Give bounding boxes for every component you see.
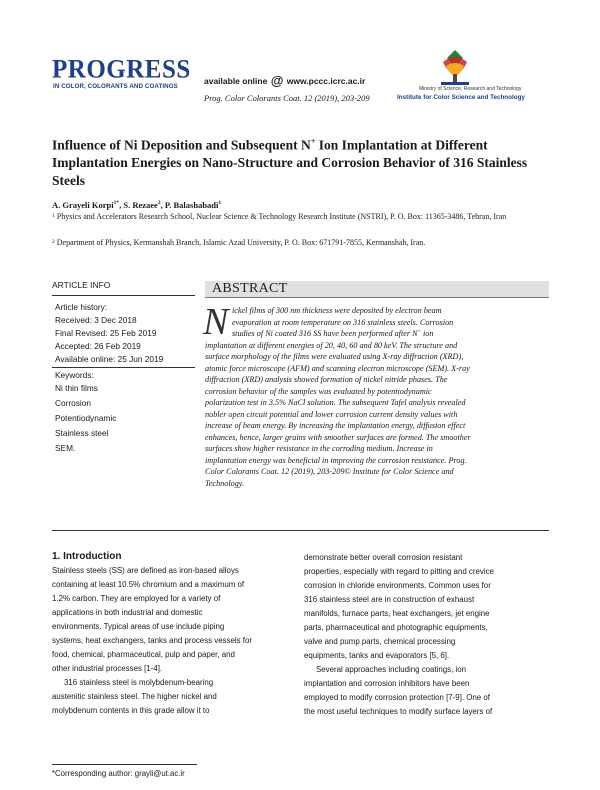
abstract-heading-bar <box>205 281 549 298</box>
affiliation-2 <box>52 237 552 250</box>
accepted-date: Accepted: 26 Feb 2019 <box>55 341 141 351</box>
title-superscript: + <box>310 137 316 146</box>
abstract-line: surface morphology of the films were evaluated using X-ray diffraction (XRD), <box>205 352 464 361</box>
article-info-heading: ARTICLE INFO <box>52 280 111 290</box>
received-date: Received: 3 Dec 2018 <box>55 315 137 325</box>
abstract-line: atomic force microscope (AFM) and scanning electron microscope (SEM). X-ray <box>205 363 470 373</box>
keywords-rule <box>52 367 195 368</box>
abstract-line: diffraction (XRD) analysis showed formation of nickel nitride phases. The <box>205 375 448 384</box>
body-line: manifolds, furnace parts, heat exchangers, jet engine <box>304 609 490 618</box>
abstract-line-3-sup: + <box>417 329 421 335</box>
introduction-heading: 1. Introduction <box>52 551 122 562</box>
journal-logo-wordmark: PROGRESS <box>52 55 191 84</box>
abstract-line-3-text: studies of Ni coated 316 SS have been performed after N <box>232 329 418 338</box>
institute-name: Institute for Color Science and Technology <box>397 94 525 101</box>
abstract-line: enhances, hence, larger grains with smoother surfaces are formed. The smoother <box>205 432 471 442</box>
abstract-line: implantation at different energies of 20, 40, 60 and 80 keV. The structure and <box>205 340 458 350</box>
author-1: A. Grayeli Korpi <box>52 200 114 210</box>
body-line: other industrial processes [1-4]. <box>52 664 163 673</box>
abstract-line <box>232 329 433 338</box>
body-line: parts, pharmaceutical and photographic equipments, <box>304 623 488 632</box>
body-line: valve and pump parts, chemical processing <box>304 637 456 646</box>
body-line: applications in both industrial and domestic <box>52 608 203 617</box>
abstract-line: evaporation at room temperature on 316 stainless steels. Corrosion <box>232 317 454 327</box>
body-line: austenitic stainless steel. The higher nickel and <box>52 692 217 701</box>
body-line: 1.2% carbon. They are employed for a variety of <box>52 594 221 603</box>
body-line: containing at least 10.5% chromium and a maximum of <box>52 580 245 589</box>
footnote-rule <box>52 764 197 765</box>
author-list: A. Grayeli Korpi$^{1*}$, S. Rezaee$^2$, P. Balashabadi$^1$ <box>52 200 222 210</box>
keyword-item: Corrosion <box>55 398 91 408</box>
revised-date: Final Revised: 25 Feb 2019 <box>55 328 157 338</box>
history-label: Article history: <box>55 302 108 312</box>
body-line: properties, especially with regard to pitting and crevice <box>304 567 494 576</box>
at-icon: @ <box>270 73 284 88</box>
author-2-sup: 2 <box>157 200 161 207</box>
available-online-label: available online <box>204 76 268 86</box>
body-line: Several approaches including coatings, ion <box>316 665 467 674</box>
abstract-line: surfaces show higher resistance in the corroding medium. Increase in <box>205 444 433 453</box>
journal-url-link[interactable]: www.pccc.icrc.ac.ir <box>286 76 366 86</box>
body-line: Stainless steels (SS) are defined as iron-based alloys <box>52 566 239 575</box>
abstract-line: corrosion behavior of the samples was evaluated by potentiodynamic <box>205 386 432 396</box>
article-info-rule <box>52 295 195 296</box>
body-line: food, chemical, pharmaceutical, pulp and paper, and <box>52 650 235 659</box>
availability-line <box>204 73 365 88</box>
affiliation-2-number: 2 <box>52 239 55 245</box>
author-2: S. Rezaee <box>123 200 158 210</box>
keywords-label: Keywords: <box>55 370 94 380</box>
abstract-line: nobler open circuit potential and lower corrosion current density values with <box>205 409 458 419</box>
body-line: molybdenum contents in this grade allow it to <box>52 706 210 715</box>
title-part-1: Influence of Ni Deposition and Subsequent N <box>52 137 311 153</box>
keyword-item: Stainless steel <box>55 428 109 438</box>
affiliation-2-text: Department of Physics, Kermanshah Branch, Islamic Azad University, P. O. Box: 671791-7855, Kermanshah, Iran. <box>56 238 426 247</box>
abstract-line: implantation energy was beneficial in improving the corrosion resistance. Prog. <box>205 455 467 465</box>
abstract-line: Technology. <box>205 478 245 488</box>
body-line: corrosion in chloride environments. Common uses for <box>304 581 491 590</box>
body-line: employed to modify corrosion protection [7-9]. One of <box>304 693 490 702</box>
author-1-sup: 1* <box>113 200 120 207</box>
author-3: P. Balashabadi <box>164 200 219 210</box>
abstract-line: increase of beam energy. By increasing the implantation energy, diffusion effect <box>205 421 466 430</box>
body-line: 316 stainless steel is molybdenum-bearing <box>64 678 214 687</box>
body-line: the most useful techniques to modify surface layers of <box>304 707 493 716</box>
journal-logo-subtitle: IN COLOR, COLORANTS AND COATINGS <box>53 83 178 90</box>
keyword-item: Potentiodynamic <box>55 413 117 423</box>
abstract-line: Color Colorants Coat. 12 (2019), 203-209© Institute for Color Science and <box>205 467 454 476</box>
online-date: Available online: 25 Jun 2019 <box>55 354 164 364</box>
body-line: environments. Typical areas of use include piping <box>52 622 225 631</box>
corresponding-author-footnote: *Corresponding author: grayli@ut.ac.ir <box>52 769 185 778</box>
affiliation-1-text: Physics and Accelerators Research School, Nuclear Science & Technology Research Institute (NSTRI), P. O. Box: 11365-3486, Tehran, Iran <box>56 212 507 221</box>
keyword-item: SEM. <box>55 443 76 453</box>
article-title <box>52 133 552 189</box>
body-line: demonstrate better overall corrosion resistant <box>304 553 463 562</box>
abstract-dropcap: N <box>203 301 229 343</box>
abstract-bottom-rule <box>52 530 549 531</box>
ministry-label: Ministry of Science, Research and Technology <box>419 86 522 92</box>
title-part-2: Ion Implantation at Different Implantation Energies on Nano-Structure and Corrosion Behavior of 316 Stainless Steels <box>52 137 528 188</box>
journal-citation: Prog. Color Colorants Coat. 12 (2019), 203-209 <box>204 93 370 103</box>
affiliation-1 <box>52 211 552 224</box>
body-line: equipments, tanks and evaporators [5, 6]. <box>304 651 450 660</box>
affiliation-1-number: 1 <box>52 213 55 219</box>
body-line: systems, heat exchangers, tanks and process vessels for <box>52 636 252 645</box>
abstract-line-3-tail: ion <box>422 329 434 338</box>
body-line: 316 stainless steel are in construction of exhaust <box>304 595 475 604</box>
abstract-line: polarization test in 3.5% NaCl solution. The subsequent Tafel analysis revealed <box>205 398 466 407</box>
abstract-line: ickel films of 300 nm thickness were deposited by electron beam <box>232 306 442 315</box>
keyword-item: Ni thin films <box>55 383 98 393</box>
abstract-heading: ABSTRACT <box>212 281 288 296</box>
body-line: implantation and corrosion inhibitors have been <box>304 679 470 688</box>
author-3-sup: 1 <box>218 200 222 207</box>
